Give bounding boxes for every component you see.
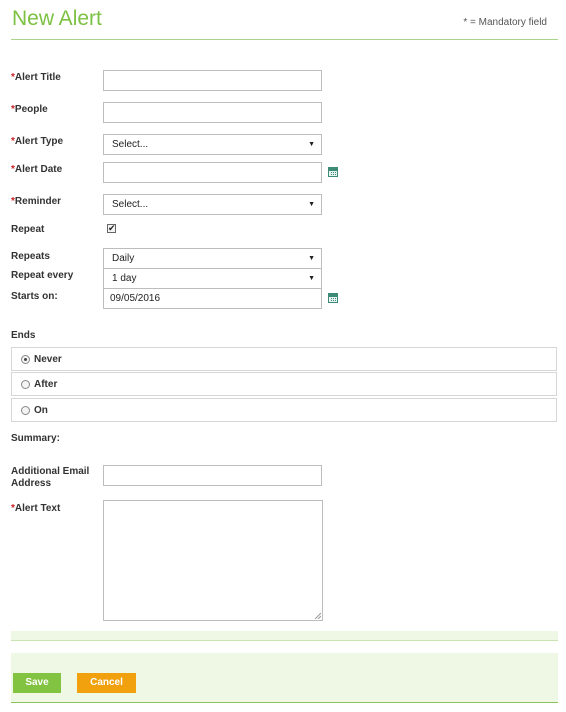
reminder-label-text: Reminder: [14, 196, 62, 207]
repeat-every-label: Repeat every: [11, 270, 74, 281]
alert-date-input[interactable]: [103, 162, 322, 183]
repeat-checkbox[interactable]: ✔: [108, 223, 116, 233]
radio-button[interactable]: [21, 355, 30, 364]
calendar-icon[interactable]: [328, 293, 338, 303]
starts-on-input[interactable]: 09/05/2016: [103, 288, 322, 309]
ends-option-on-label: On: [34, 405, 48, 416]
people-label-text: People: [14, 104, 48, 115]
ends-option-after-label: After: [34, 379, 58, 390]
ends-option-after[interactable]: [11, 372, 557, 396]
alert-text-textarea[interactable]: [103, 500, 323, 621]
radio-button[interactable]: [21, 406, 30, 415]
required-marker: *: [11, 136, 15, 147]
ends-label: Ends: [11, 330, 36, 341]
action-bar-bottom-border: [11, 702, 558, 703]
alert-type-select[interactable]: Select... ▼: [103, 134, 322, 155]
radio-button[interactable]: [21, 380, 30, 389]
ends-option-never[interactable]: [11, 347, 557, 371]
alert-title-label: [11, 72, 61, 84]
required-marker: *: [11, 104, 15, 115]
header-divider: [11, 39, 558, 40]
required-marker: *: [11, 72, 15, 83]
alert-title-label-text: Alert Title: [14, 72, 61, 83]
alert-date-label-text: Alert Date: [14, 164, 63, 175]
resize-grip-icon[interactable]: [314, 612, 321, 619]
people-label: [11, 104, 48, 116]
ends-option-never-label: Never: [34, 354, 62, 365]
repeats-select[interactable]: Daily ▼: [103, 248, 322, 269]
alert-text-label: [11, 503, 60, 515]
footer-band-divider: [11, 640, 558, 641]
additional-email-label-line1: Additional Email: [11, 466, 90, 477]
additional-email-label-line2: Address: [11, 478, 52, 489]
required-marker: *: [11, 164, 15, 175]
starts-on-label: Starts on:: [11, 291, 58, 302]
reminder-select[interactable]: Select... ▼: [103, 194, 322, 215]
additional-email-label: [11, 466, 89, 490]
mandatory-field-note: * = Mandatory field: [463, 17, 547, 28]
people-input[interactable]: [103, 102, 322, 123]
alert-type-label-text: Alert Type: [14, 136, 64, 147]
alert-title-input[interactable]: [103, 70, 322, 91]
repeat-label: Repeat: [11, 224, 45, 235]
reminder-label: [11, 196, 61, 208]
required-marker: *: [11, 503, 15, 514]
cancel-button[interactable]: Cancel: [77, 673, 136, 693]
additional-email-input[interactable]: [103, 465, 322, 486]
required-marker: *: [11, 196, 15, 207]
alert-text-label-text: Alert Text: [14, 503, 61, 514]
ends-option-on[interactable]: [11, 398, 557, 422]
footer-band-top: [11, 631, 558, 640]
summary-label: Summary:: [11, 433, 60, 444]
repeat-every-select[interactable]: 1 day ▼: [103, 268, 322, 289]
save-button[interactable]: Save: [13, 673, 61, 693]
alert-date-label: [11, 164, 62, 176]
repeats-label: Repeats: [11, 251, 50, 262]
alert-type-label: [11, 136, 63, 148]
calendar-icon[interactable]: [328, 167, 338, 177]
page-title: New Alert: [12, 7, 102, 30]
